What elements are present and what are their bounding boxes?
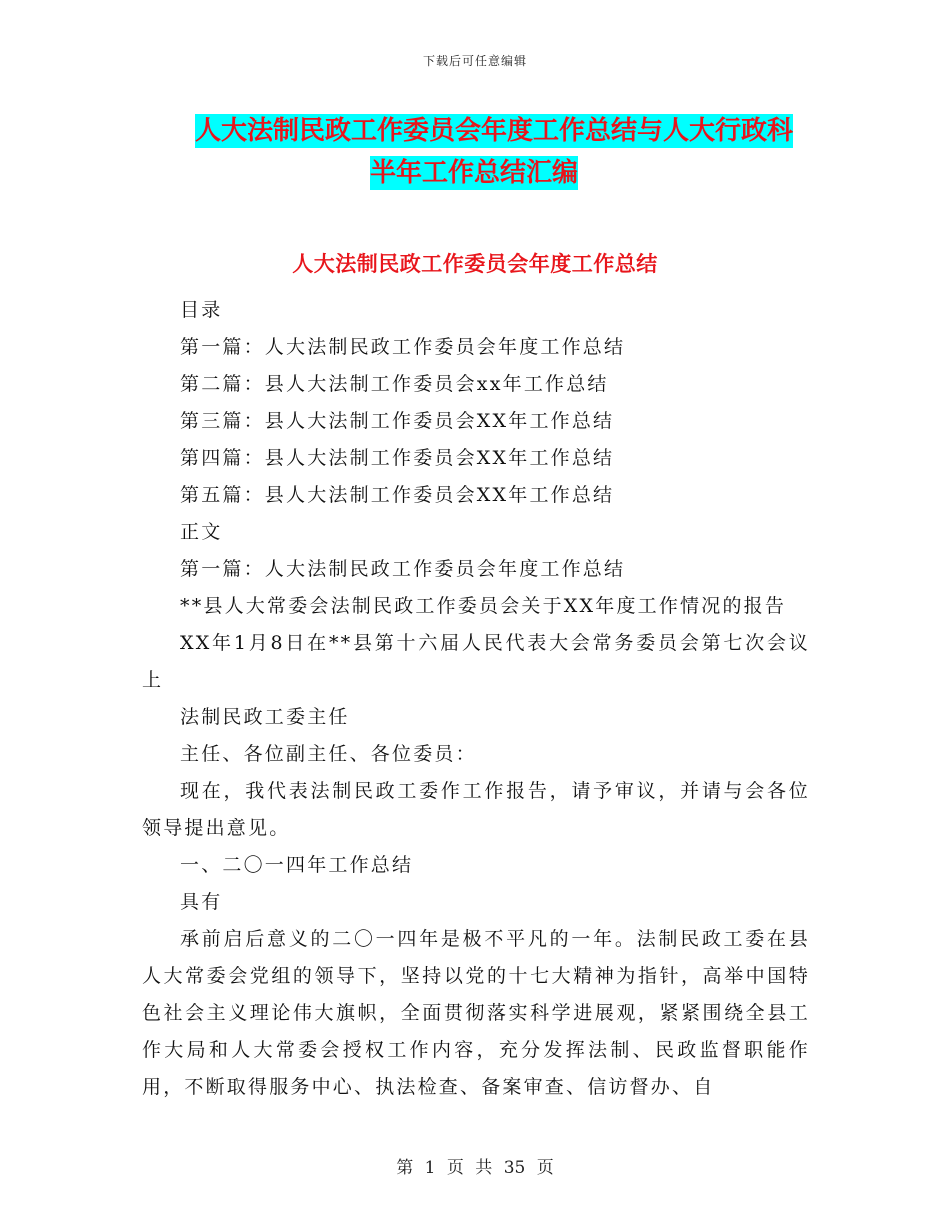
toc-heading: 目录 <box>180 299 223 321</box>
title-line-2-text: 半年工作总结汇编 <box>370 158 579 188</box>
section-title: 人大法制民政工作委员会年度工作总结 <box>292 252 658 276</box>
document-title-line-2 <box>370 152 578 194</box>
section-heading-1: 一、二〇一四年工作总结 <box>180 854 414 876</box>
toc-item-4: 第四篇：县人大法制工作委员会XX年工作总结 <box>180 447 615 469</box>
salutation: 主任、各位副主任、各位委员： <box>180 743 477 765</box>
toc-item-1: 第一篇：人大法制民政工作委员会年度工作总结 <box>180 336 626 358</box>
title-line-1-text: 人大法制民政工作委员会年度工作总结与人大行政科 <box>195 116 794 146</box>
body-paragraph: 承前启后意义的二〇一四年是极不平凡的一年。法制民政工委在县人大常委会党组的领导下，坚持以党的十七大精神为指针，高举中国特色社会主义理论伟大旗帜，全面贯彻落实科学进展观，紧紧围绕全县工作大局和人大常委会授权工作内容，充分发挥法制、民政监督职能作用，不断取得服务中心、执法检查、备案审查、信访督办、自 <box>142 928 810 1098</box>
toc-item-2: 第二篇：县人大法制工作委员会xx年工作总结 <box>180 373 609 395</box>
chapter-heading: 第一篇：人大法制民政工作委员会年度工作总结 <box>180 558 626 580</box>
report-author: 法制民政工委主任 <box>180 706 350 728</box>
report-title: **县人大常委会法制民政工作委员会关于XX年度工作情况的报告 <box>180 595 787 617</box>
page-header-note: 下载后可任意编辑 <box>422 54 527 68</box>
document-title-line-1 <box>195 110 793 152</box>
main-text-heading: 正文 <box>180 521 223 543</box>
body-paragraph-fragment: 具有 <box>180 891 223 913</box>
page-number: 第 1 页 共 35 页 <box>396 1158 554 1178</box>
document-body <box>142 292 810 1106</box>
toc-item-3: 第三篇：县人大法制工作委员会XX年工作总结 <box>180 410 615 432</box>
report-date-line: XX年1月8日在**县第十六届人民代表大会常务委员会第七次会议上 <box>142 632 810 691</box>
toc-item-5: 第五篇：县人大法制工作委员会XX年工作总结 <box>180 484 615 506</box>
intro-paragraph: 现在，我代表法制民政工委作工作报告，请予审议，并请与会各位领导提出意见。 <box>142 780 810 839</box>
